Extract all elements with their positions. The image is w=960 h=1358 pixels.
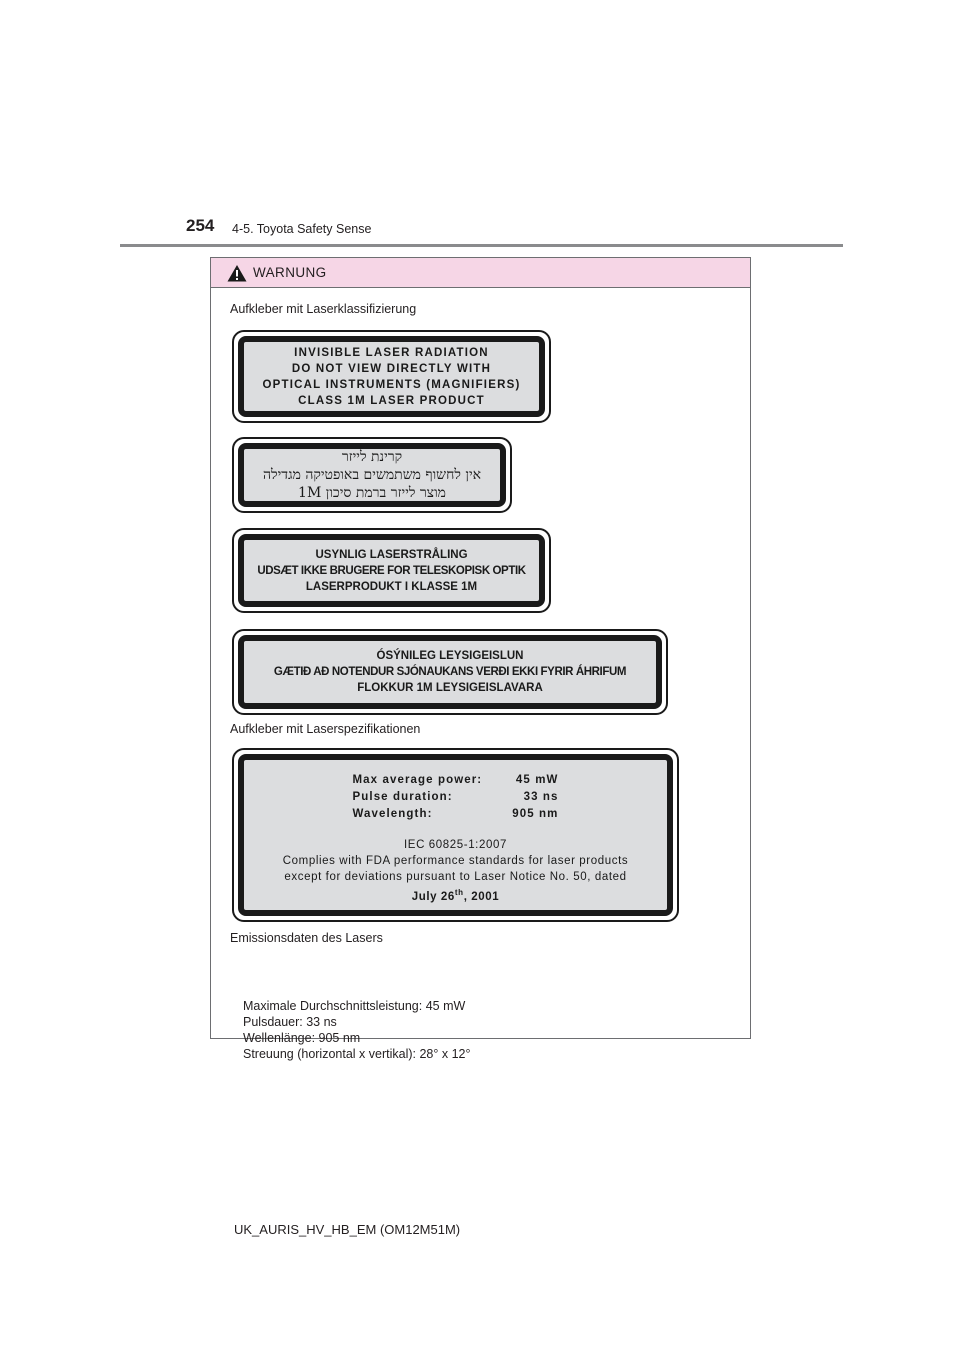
list-item: Maximale Durchschnittsleistung: 45 mW [243,999,466,1013]
footer-doc-code: UK_AURIS_HV_HB_EM (OM12M51M) [234,1222,461,1237]
label-english-face [238,336,545,417]
label-specifications [232,748,679,922]
warning-header [211,258,750,288]
label-line: DO NOT VIEW DIRECTLY WITH [291,362,492,375]
spec-value: 45 mW [515,774,559,786]
label-line: USYNLIG LASERSTRÅLING [315,548,468,561]
label-specifications-face [238,754,673,916]
spec-table [353,772,559,823]
label-line: FLOKKUR 1M LEYSIGEISLAVARA [357,682,543,694]
label-line: GÆTIÐ AÐ NOTENDUR SJÓNAUKANS VERÐI EKKI FYRIR ÁHRIFUM [273,666,627,678]
spec-compliance-line: except for deviations pursuant to Laser Notice No. 50, dated [284,871,627,883]
emission-list [243,998,470,1062]
label-line: UDSÆT IKKE BRUGERE FOR TELESKOPISK OPTIK [257,564,526,577]
spec-value: 33 ns [523,791,559,803]
spec-label: Max average power: [352,774,483,786]
spec-label: Pulse duration: [352,791,453,803]
caption-classification: Aufkleber mit Laserklassifizierung [230,302,417,316]
spec-compliance-line: Complies with FDA performance standards for laser products [282,855,629,867]
label-hebrew-face [238,443,506,507]
list-item: Pulsdauer: 33 ns [243,1015,337,1029]
spec-date: July 26th, 2001 [411,888,500,903]
caption-specifications: Aufkleber mit Laserspezifikationen [230,722,421,736]
label-icelandic [232,629,668,715]
section-title: 4-5. Toyota Safety Sense [232,222,372,236]
label-line: CLASS 1M LASER PRODUCT [298,394,485,407]
header-rule [120,244,843,247]
label-english [232,330,551,423]
label-line: ÓSÝNILEG LEYSIGEISLUN [376,650,524,662]
label-line: מוצר לייזר ברמת סיכון 1M [298,485,446,501]
label-line: LASERPRODUKT I KLASSE 1M [305,580,478,593]
label-danish-face [238,534,545,607]
list-item: Streuung (horizontal x vertikal): 28° x 12° [243,1047,471,1061]
page-number: 254 [186,216,215,235]
caption-emission: Emissionsdaten des Lasers [230,931,383,945]
label-line: אין לחשוף משתמשים באופטיקה מגדילה [262,467,482,483]
spec-label: Wavelength: [352,808,433,820]
spec-value: 905 nm [512,808,559,820]
label-danish [232,528,551,613]
label-line: קרינת לייזר [341,449,403,465]
spec-standard: IEC 60825-1:2007 [404,839,507,851]
warning-title: WARNUNG [253,265,327,280]
label-hebrew [232,437,512,513]
warning-box [210,257,751,1061]
warning-triangle-icon [227,264,247,282]
label-line: INVISIBLE LASER RADIATION [294,346,489,359]
label-icelandic-face [238,635,662,709]
list-item: Wellenlänge: 905 nm [243,1031,361,1045]
label-line: OPTICAL INSTRUMENTS (MAGNIFIERS) [262,378,521,391]
